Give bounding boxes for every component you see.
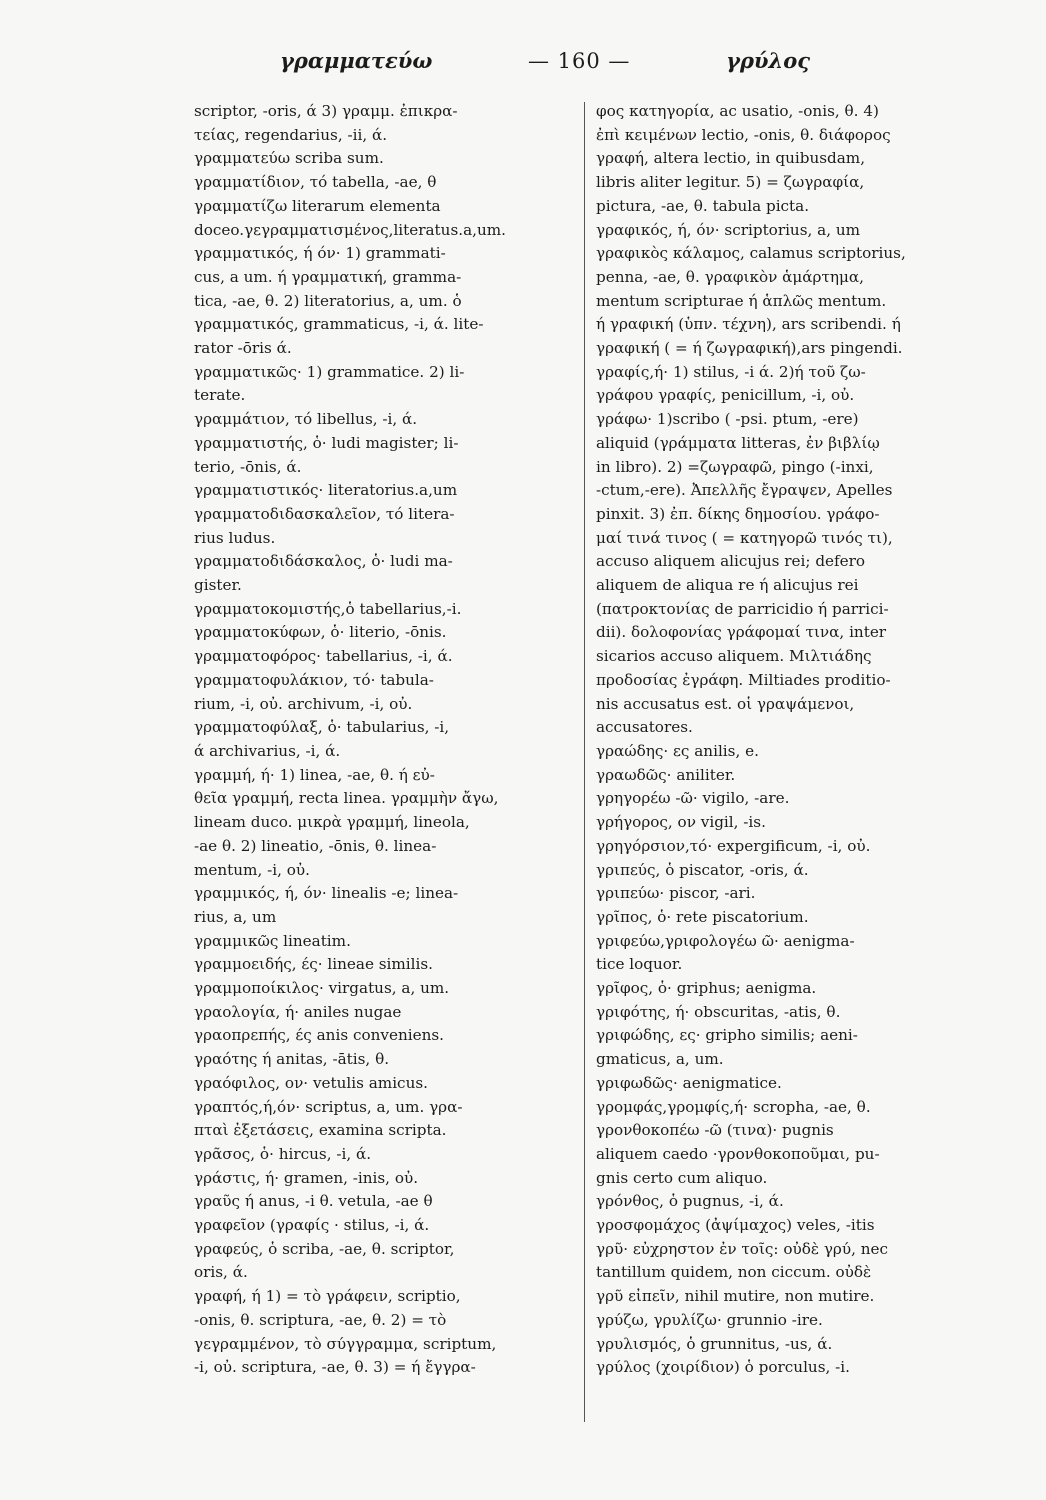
entry-line: γράφω· 1)scribo ( -psi. ptum, -ere) (596, 410, 859, 429)
entry-line: γραμματίδιον, τό tabella, -ae, θ (194, 173, 437, 192)
dictionary-entry (194, 953, 554, 977)
dictionary-entry (596, 1072, 962, 1096)
entry-line: nis accusatus est. οἱ γραψάμενοι, (596, 694, 855, 713)
entry-line: mentum scripturae ή ἁπλῶς mentum. (596, 291, 887, 310)
entry-line: ή γραφική (ὑπν. τέχνη), ars scribendi. ή (596, 315, 901, 334)
entry-line: gnis certo cum aliquo. (596, 1168, 768, 1187)
dictionary-entry (596, 1119, 962, 1190)
dictionary-entry (194, 882, 554, 929)
right-headword: γρύλος (726, 48, 810, 73)
entry-line: tantillum quidem, non ciccum. οὐδὲ (596, 1263, 872, 1282)
dictionary-entry (194, 1024, 554, 1048)
dictionary-entry (194, 1238, 554, 1285)
entry-line: γριφωδῶς· aenigmatice. (596, 1073, 782, 1092)
column-divider (584, 102, 585, 1422)
entry-line: γραμματοφύλαξ, ὁ· tabularius, -i, (194, 718, 450, 737)
entry-line: (πατροκτονίας de parricidio ή parrici- (596, 599, 889, 618)
entry-line: γρύλος (χοιρίδιον) ὁ porculus, -i. (596, 1358, 850, 1377)
entry-line: dii). δολοφονίας γράφομαί τινα, inter (596, 623, 887, 642)
entry-line: γραπτός,ή,όν· scriptus, a, um. γρα- (194, 1097, 463, 1116)
entry-line: γριπεύω· piscor, -ari. (596, 884, 756, 903)
entry-line: -ae θ. 2) lineatio, -ōnis, θ. linea- (194, 836, 437, 855)
entry-line: προδοσίας ἐγράφη. Miltiades proditio- (596, 670, 891, 689)
entry-line: γραφικός, ή, όν· scriptorius, a, um (596, 220, 861, 239)
entry-line: γρῖφος, ὁ· griphus; aenigma. (596, 979, 817, 998)
entry-line: scriptor, -oris, ά 3) γραμμ. ἐπικρα- (194, 102, 458, 120)
entry-line: γρῦ εἰπεῖν, nihil mutire, non mutire. (596, 1287, 875, 1306)
dictionary-entry (194, 195, 554, 242)
entry-line: aliquem de aliqua re ή alicujus rei (596, 576, 859, 595)
dictionary-entry (194, 1048, 554, 1072)
entry-line: rius, a, um (194, 907, 277, 926)
dictionary-entry (596, 1309, 962, 1333)
dictionary-entry (194, 408, 554, 432)
entry-line: γροσφομάχος (ἀψίμαχος) veles, -itis (596, 1216, 875, 1235)
entry-line: γρονθοκοπέω -ῶ (τινα)· pugnis (596, 1121, 834, 1140)
dictionary-entry (596, 1001, 962, 1025)
entry-line: lineam duco. μικρὰ γραμμή, lineola, (194, 813, 470, 832)
dictionary-entry (194, 1190, 554, 1214)
entry-line: γρῖπος, ὁ· rete piscatorium. (596, 907, 809, 926)
dictionary-entry (194, 977, 554, 1001)
dictionary-entry (596, 930, 962, 977)
dictionary-entry (596, 1190, 962, 1214)
entry-line: pictura, -ae, θ. tabula picta. (596, 196, 810, 215)
dictionary-entry (596, 740, 962, 764)
dictionary-entry (596, 408, 962, 740)
entry-line: gmaticus, a, um. (596, 1050, 724, 1069)
dictionary-entry (596, 977, 962, 1001)
entry-line: γραῦς ή anus, -i θ. vetula, -ae θ (194, 1192, 433, 1211)
dictionary-entry (194, 621, 554, 645)
dictionary-entry (596, 1214, 962, 1238)
entry-line: τείας, regendarius, -ii, ά. (194, 125, 388, 144)
entry-line: γρᾶσος, ὁ· hircus, -i, ά. (194, 1144, 372, 1163)
entry-line: γρήγορος, ον vigil, -is. (596, 813, 766, 832)
dictionary-entry (194, 669, 554, 716)
dictionary-entry (596, 859, 962, 883)
dictionary-entry (194, 645, 554, 669)
dictionary-entry (596, 764, 962, 788)
entry-line: γραολογία, ή· aniles nugae (194, 1002, 402, 1021)
dictionary-entry (596, 100, 962, 219)
right-column (596, 100, 962, 1380)
entry-line: γρῦ· εὐχρηστον ἐν τοῖς: οὐδὲ γρύ, nec (596, 1239, 889, 1258)
dictionary-entry (194, 550, 554, 597)
left-column (194, 100, 554, 1380)
entry-line: γραμμή, ή· 1) linea, -ae, θ. ή εὐ- (194, 765, 435, 784)
dictionary-entry (194, 242, 554, 361)
entry-line: rius ludus. (194, 528, 276, 547)
dictionary-entry (194, 764, 554, 883)
entry-line: γραμματικῶς· 1) grammatice. 2) li- (194, 362, 465, 381)
dictionary-entry (194, 432, 554, 479)
entry-line: mentum, -i, οὐ. (194, 860, 310, 879)
entry-line: rator -ōris ά. (194, 339, 292, 358)
running-header (280, 48, 810, 88)
entry-line: γραμματικός, grammaticus, -i, ά. lite- (194, 315, 484, 334)
entry-line: γραμματοκύφων, ὁ· literio, -ōnis. (194, 623, 447, 642)
dictionary-entry (194, 1167, 554, 1191)
dictionary-entry (596, 1238, 962, 1309)
entry-line: θεῖα γραμμή, recta linea. γραμμὴν ἄγω, (194, 789, 499, 808)
entry-line: γραμμικός, ή, όν· linealis -e; linea- (194, 884, 459, 903)
dictionary-entry (596, 361, 962, 408)
dictionary-entry (194, 1214, 554, 1238)
entry-line: γράστις, ή· gramen, -inis, οὐ. (194, 1168, 419, 1187)
entry-line: γρυλισμός, ὁ grunnitus, -us, ά. (596, 1334, 833, 1353)
entry-line: γρομφάς,γρομφίς,ή· scropha, -ae, θ. (596, 1097, 871, 1116)
entry-line: φος κατηγορία, ac usatio, -onis, θ. 4) (596, 102, 879, 120)
entry-line: γραμματιστής, ὁ· ludi magister; li- (194, 433, 459, 452)
entry-line: aliquid (γράμματα litteras, ἐν βιβλίῳ (596, 433, 880, 452)
entry-line: sicarios accuso aliquem. Μιλτιάδης (596, 647, 872, 666)
entry-line: γραμμικῶς lineatim. (194, 931, 351, 950)
dictionary-entry (194, 598, 554, 622)
dictionary-entry (596, 1333, 962, 1357)
dictionary-entry (194, 147, 554, 171)
entry-line: πταὶ ἐξετάσεις, examina scripta. (194, 1121, 447, 1140)
entry-line: γραοπρεπής, ές anis conveniens. (194, 1026, 444, 1045)
entry-line: doceo.γεγραμματισμένος,literatus.a,um. (194, 220, 506, 239)
entry-line: γραμματοδιδασκαλεῖον, τό litera- (194, 504, 455, 523)
entry-line: γεγραμμένον, τὸ σύγγραμμα, scriptum, (194, 1334, 497, 1353)
entry-line: γραμματεύω scriba sum. (194, 149, 384, 168)
dictionary-entry (194, 171, 554, 195)
entry-line: ἐπὶ κειμένων lectio, -onis, θ. διάφορος (596, 125, 891, 144)
entry-line: γραφεύς, ὁ scriba, -ae, θ. scriptor, (194, 1239, 455, 1258)
entry-line: γραμματοκομιστής,ὁ tabellarius,-i. (194, 599, 462, 618)
entry-line: γραότης ή anitas, -ātis, θ. (194, 1050, 390, 1069)
dictionary-entry (194, 930, 554, 954)
entry-line: γριπεύς, ὁ piscator, -oris, ά. (596, 860, 809, 879)
entry-line: γραμμοειδής, ές· lineae similis. (194, 955, 434, 974)
entry-line: γραώδης· ες anilis, e. (596, 741, 759, 760)
entry-line: tica, -ae, θ. 2) literatorius, a, um. ὁ (194, 291, 462, 310)
entry-line: γράφου γραφίς, penicillum, -i, οὐ. (596, 386, 855, 405)
entry-line: tice loquor. (596, 955, 683, 974)
dictionary-entry (596, 787, 962, 811)
entry-line: γραόφιλος, ον· vetulis amicus. (194, 1073, 428, 1092)
dictionary-entry (194, 100, 554, 147)
entry-line: oris, ά. (194, 1263, 248, 1282)
entry-line: γραμματικός, ή όν· 1) grammati- (194, 244, 446, 263)
entry-line: -i, οὐ. scriptura, -ae, θ. 3) = ή ἔγγρα- (194, 1358, 476, 1377)
entry-line: libris aliter legitur. 5) = ζωγραφία, (596, 173, 865, 192)
dictionary-entry (596, 1024, 962, 1071)
entry-line: γριφεύω,γριφολογέω ῶ· aenigma- (596, 931, 855, 950)
entry-line: γρύζω, γρυλίζω· grunnio -ire. (596, 1310, 823, 1329)
entry-line: γραμματιστικός· literatorius.a,um (194, 481, 458, 500)
entry-line: cus, a um. ή γραμματική, gramma- (194, 267, 462, 286)
entry-line: -onis, θ. scriptura, -ae, θ. 2) = τὸ (194, 1310, 447, 1329)
dictionary-entry (596, 219, 962, 361)
dictionary-entry (194, 503, 554, 550)
dictionary-entry (194, 1001, 554, 1025)
dictionary-entry (596, 835, 962, 859)
dictionary-entry (194, 1285, 554, 1380)
entry-line: γραφική ( = ή ζωγραφική),ars pingendi. (596, 339, 903, 358)
entry-line: terio, -ōnis, ά. (194, 457, 302, 476)
entry-line: γρηγόρσιον,τό· expergificum, -i, οὐ. (596, 836, 871, 855)
entry-line: ά archivarius, -i, ά. (194, 741, 341, 760)
entry-line: γραωδῶς· aniliter. (596, 765, 736, 784)
dictionary-entry (596, 1356, 962, 1380)
entry-line: γρόνθος, ὁ pugnus, -i, ά. (596, 1192, 784, 1211)
entry-line: penna, -ae, θ. γραφικὸν ἁμάρτημα, (596, 267, 864, 286)
entry-line: -ctum,-ere). Ἀπελλῆς ἔγραψεν, Apelles (596, 481, 893, 500)
entry-line: γραφεῖον (γραφίς · stilus, -i, ά. (194, 1216, 430, 1235)
dictionary-entry (194, 1143, 554, 1167)
dictionary-entry (596, 906, 962, 930)
entry-line: γραφή, ή 1) = τὸ γράφειν, scriptio, (194, 1287, 461, 1306)
entry-line: γραμματοφυλάκιον, τό· tabula- (194, 670, 434, 689)
entry-line: γραφίς,ή· 1) stilus, -i ά. 2)ή τοῦ ζω- (596, 362, 866, 381)
left-headword: γραμματεύω (280, 48, 433, 73)
dictionary-entry (194, 479, 554, 503)
dictionary-entry (596, 811, 962, 835)
entry-line: gister. (194, 576, 242, 595)
entry-line: γραμματοδιδάσκαλος, ὁ· ludi ma- (194, 552, 453, 571)
entry-line: accusatores. (596, 718, 693, 737)
entry-line: in libro). 2) =ζωγραφῶ, pingo (-inxi, (596, 457, 874, 476)
dictionary-entry (596, 882, 962, 906)
dictionary-entry (194, 361, 554, 408)
entry-line: rium, -i, οὐ. archivum, -i, οὐ. (194, 694, 413, 713)
dictionary-entry (194, 716, 554, 763)
dictionary-entry (596, 1096, 962, 1120)
entry-line: γραφή, altera lectio, in quibusdam, (596, 149, 866, 168)
entry-line: μαί τινά τινος ( = κατηγορῶ τινός τι), (596, 528, 893, 547)
entry-line: terate. (194, 386, 246, 405)
entry-line: pinxit. 3) ἐπ. δίκης δημοσίου. γράφο- (596, 504, 880, 523)
entry-line: γραμματίζω literarum elementa (194, 196, 441, 215)
entry-line: γραμμοποίκιλος· virgatus, a, um. (194, 979, 450, 998)
entry-line: γριφώδης, ες· gripho similis; aeni- (596, 1026, 858, 1045)
entry-line: accuso aliquem alicujus rei; defero (596, 552, 866, 571)
page-number: — 160 — (528, 49, 631, 73)
entry-line: γριφότης, ή· obscuritas, -atis, θ. (596, 1002, 841, 1021)
entry-line: γραμμάτιον, τό libellus, -i, ά. (194, 410, 418, 429)
entry-line: γραμματοφόρος· tabellarius, -i, ά. (194, 647, 453, 666)
dictionary-entry (194, 1072, 554, 1096)
dictionary-entry (194, 1096, 554, 1143)
entry-line: γρηγορέω -ῶ· vigilo, -are. (596, 789, 790, 808)
entry-line: aliquem caedo ·γρονθοκοποῦμαι, pu- (596, 1144, 880, 1163)
entry-line: γραφικὸς κάλαμος, calamus scriptorius, (596, 244, 906, 263)
